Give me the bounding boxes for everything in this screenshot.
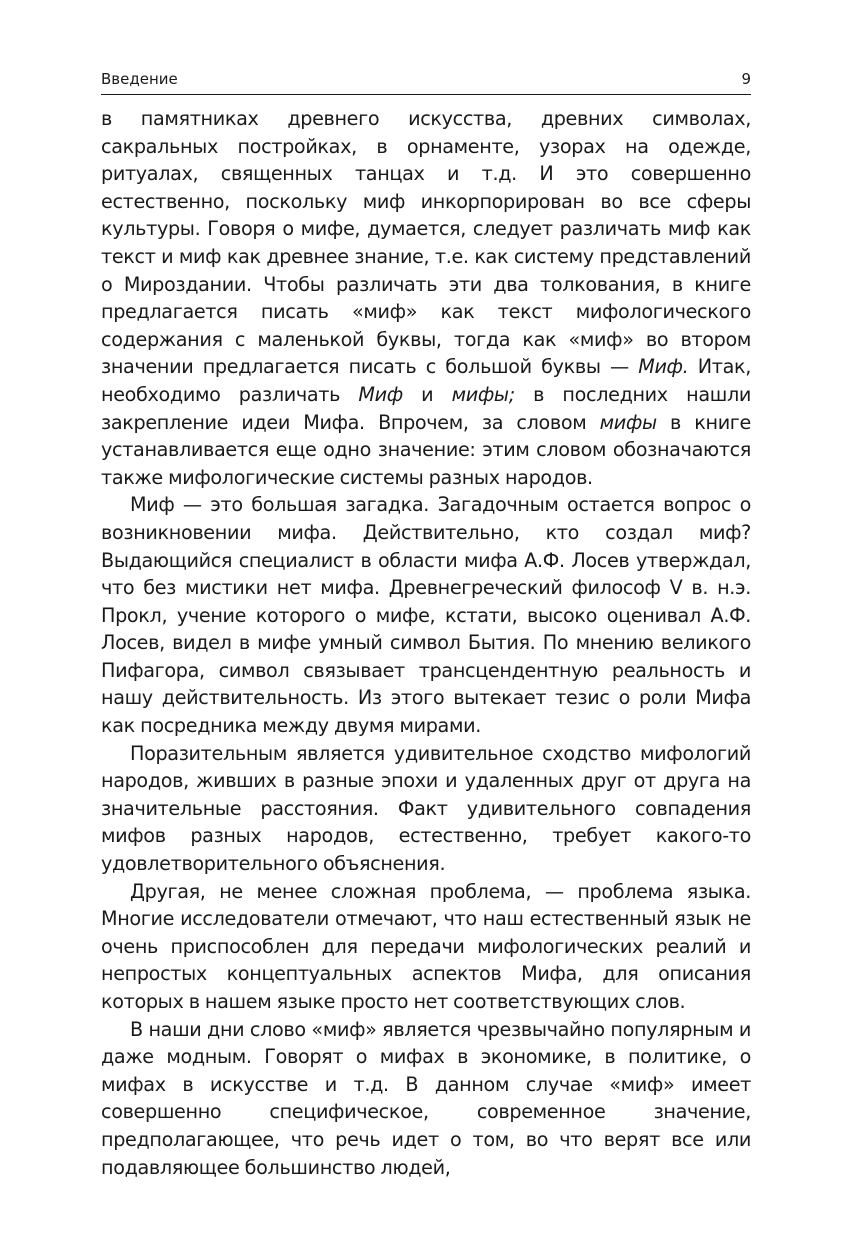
- section-title: Введение: [101, 70, 178, 88]
- text-run: Итак, необходимо различать: [101, 355, 751, 406]
- text-run: Другая, не менее сложная проблема, — проблема языка. Многие исследователи отмечают, что наш естественный язык не очень приспособлен для передачи мифологических реалий и непростых концептуальных аспектов Мифа, для описания которых в нашем языке просто нет соответствующих слов.: [101, 879, 751, 1013]
- text-run: и: [402, 382, 452, 406]
- text-run: в последних нашли закрепление идеи Мифа. Впрочем, за словом: [101, 382, 751, 434]
- paragraph: [101, 1016, 751, 1182]
- text-run: в книге устанавливается еще одно значение: этим словом обозначаются также мифологические системы разных народов.: [101, 410, 751, 489]
- italic-term: мифы: [599, 410, 657, 434]
- italic-term: мифы;: [451, 382, 515, 406]
- text-run: В наши дни слово «миф» является чрезвычайно популярным и даже модным. Говорят о мифах в экономике, в политике, о мифах в искусстве и т.д. В данном случае «миф» имеет совершенно специфическое, современное значение, предполагающее, что речь идет о том, во что верят все или подавляющее большинство людей,: [101, 1017, 751, 1179]
- italic-term: Миф: [358, 382, 403, 406]
- text-run: Поразительным является удивительное сходство мифологий народов, живших в разные эпохи и удаленных друг от друга на значительные расстояния. Факт удивительного совпадения мифов разных народов, естественно, требует какого-то удовлетворительного объяснения.: [101, 741, 751, 876]
- page-number: 9: [741, 70, 751, 88]
- paragraph: [101, 740, 751, 878]
- paragraph: [101, 878, 751, 1016]
- paragraph: [101, 491, 751, 739]
- book-page: [101, 70, 751, 1181]
- text-run: в памятниках древнего искусства, древних символах, сакральных постройках, в орнаменте, узорах на одежде, ритуалах, священных танцах и т.д. И это совершенно естественно, поскольку миф инкорпорирован во все сферы культуры. Говоря о мифе, думается, следует различать миф как текст и миф как древнее знание, т.е. как систему представлений о Мироздании. Чтобы различать эти два толкования, в книге предлагается писать «миф» как текст мифологического содержания с маленькой буквы, тогда как «миф» во втором значении предлагается писать с большой буквы —: [101, 107, 751, 379]
- paragraph: [101, 105, 751, 491]
- text-run: Миф — это большая загадка. Загадочным остается вопрос о возникновении мифа. Действительно, кто создал миф? Выдающийся специалист в области мифа А.Ф. Лосев утверждал, что без мистики нет мифа. Древнегреческий философ V в. н.э. Прокл, учение которого о мифе, кстати, высоко оценивал А.Ф. Лосев, видел в мифе умный символ Бытия. По мнению великого Пифагора, символ связывает трансцендентную реальность и нашу действительность. Из этого вытекает тезис о роли Мифа как посредника между двумя мирами.: [101, 493, 751, 738]
- italic-term: Миф.: [638, 355, 689, 379]
- body-text: [101, 105, 751, 1181]
- running-header: [101, 70, 751, 95]
